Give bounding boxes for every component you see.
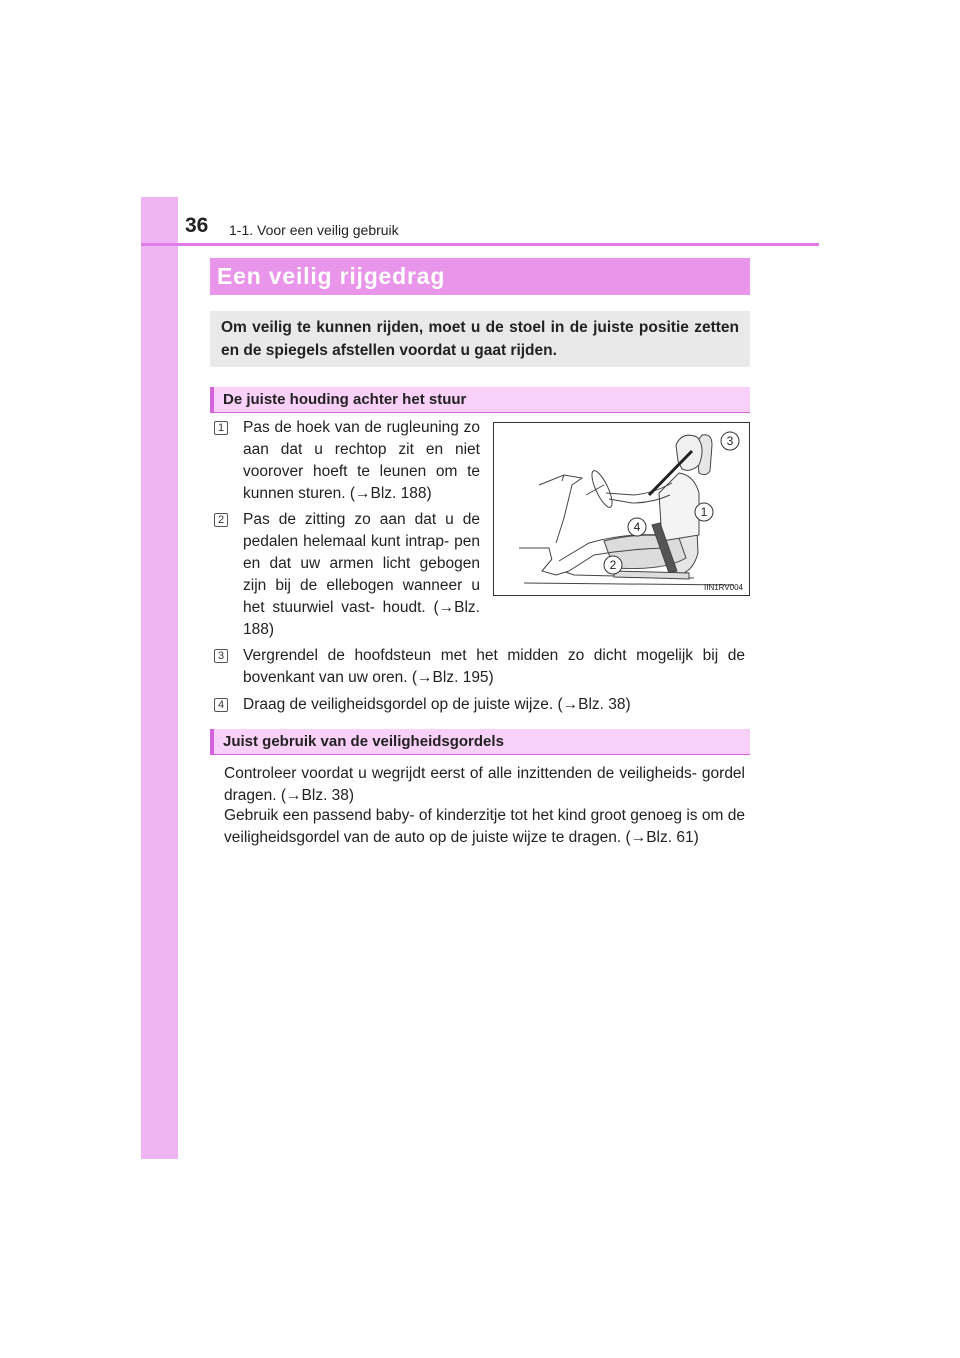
step-number-2-icon: 2 xyxy=(214,513,228,527)
chapter-sidebar-tab xyxy=(141,197,178,1159)
subheading-seatbelts: Juist gebruik van de veiligheidsgordels xyxy=(210,729,750,755)
page-number: 36 xyxy=(185,214,209,237)
callout-4: 4 xyxy=(633,520,641,534)
step-text-3: Vergrendel de hoofdsteun met het midden zo dicht mogelijk bij de bovenkant van uw oren. (→Blz. 195) xyxy=(243,647,745,686)
step-text-1: Pas de hoek van de rugleuning zo aan dat u rechtop zit en niet voorover hoeft te leunen om te kunnen sturen. (→Blz. 188) xyxy=(243,419,480,502)
subheading-posture: De juiste houding achter het stuur xyxy=(210,387,750,413)
seatbelt-paragraph-1: Controleer voordat u wegrijdt eerst of alle inzittenden de veiligheids- gordel dragen. (→Blz. 38) xyxy=(224,765,745,804)
intro-box: Om veilig te kunnen rijden, moet u de stoel in de juiste positie zetten en de spiegels afstellen voordat u gaat rijden. xyxy=(210,311,750,367)
breadcrumb: 1-1. Voor een veilig gebruik xyxy=(229,222,399,238)
callout-2: 2 xyxy=(609,558,617,572)
step-number-4-icon: 4 xyxy=(214,698,228,712)
seatbelt-paragraph-2: Gebruik een passend baby- of kinderzitje tot het kind groot genoeg is om de veiligheidsgordel van de auto op de juiste wijze te dragen. (→Blz. 61) xyxy=(224,807,745,846)
callout-1: 1 xyxy=(700,505,708,519)
step-text-4: Draag de veiligheidsgordel op de juiste wijze. (→Blz. 38) xyxy=(243,696,631,713)
header-divider xyxy=(141,243,819,246)
driver-seat-drawing xyxy=(494,423,749,595)
callout-3: 3 xyxy=(726,434,734,448)
step-number-3-icon: 3 xyxy=(214,649,228,663)
step-number-1-icon: 1 xyxy=(214,421,228,435)
section-title: Een veilig rijgedrag xyxy=(210,258,750,295)
step-text-2: Pas de zitting zo aan dat u de pedalen helemaal kunt intrap- pen en dat uw armen licht gebogen zijn bij de ellebogen wanneer u het stuurwiel vast- houdt. (→Blz. 188) xyxy=(243,511,480,638)
figure-code: IIN1RV004 xyxy=(704,583,743,592)
driving-posture-illustration xyxy=(493,422,750,596)
